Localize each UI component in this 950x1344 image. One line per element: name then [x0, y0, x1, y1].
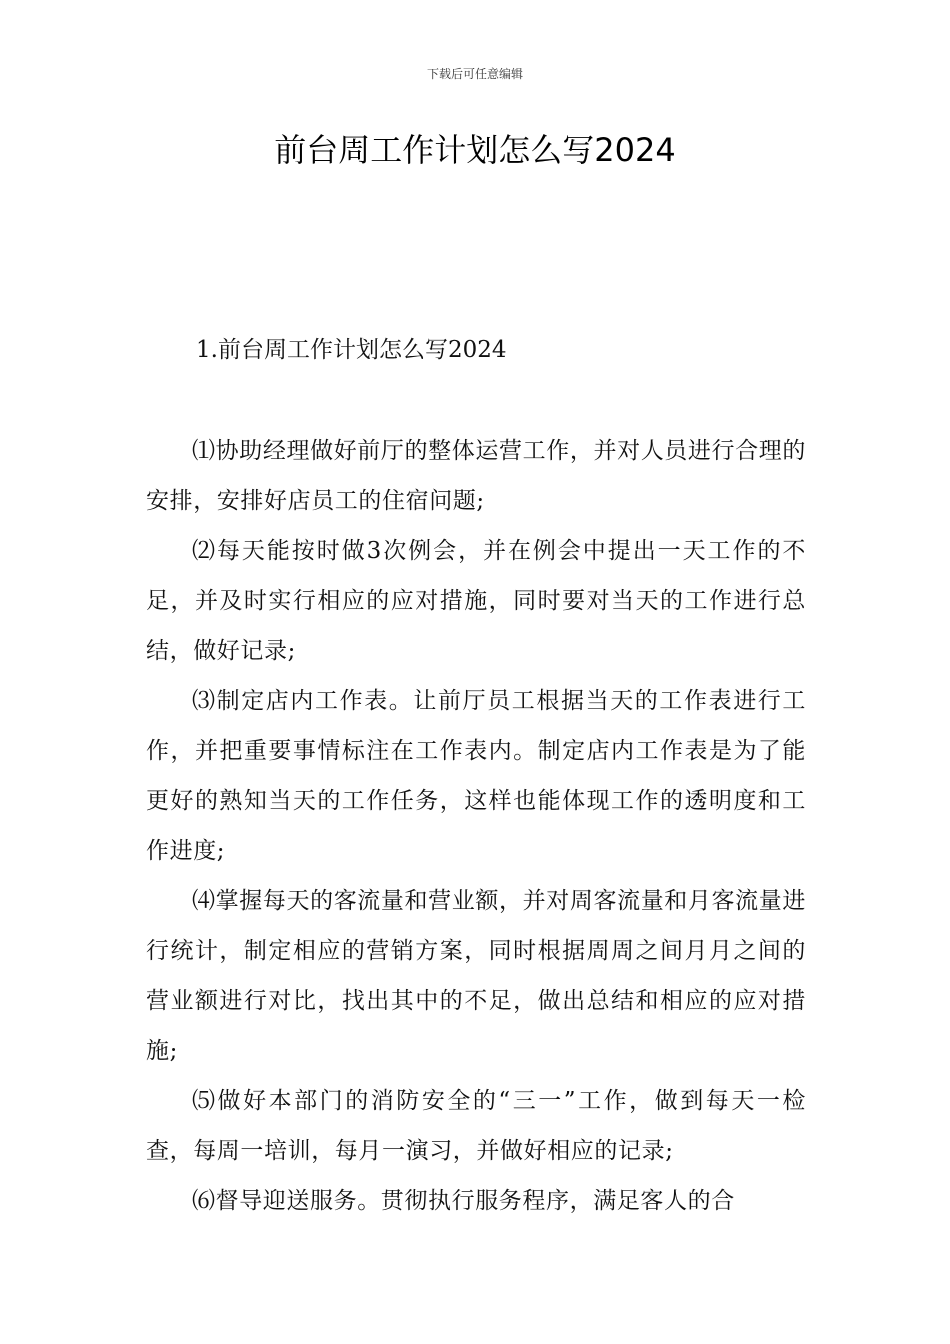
- paragraph-5: ⑸做好本部门的消防安全的“三一”工作，做到每天一检查，每周一培训，每月一演习，并做好相应的记录;: [146, 1088, 806, 1164]
- document-title: 前台周工作计划怎么写2024: [274, 131, 676, 169]
- section-heading: 1.前台周工作计划怎么写2024: [196, 337, 507, 363]
- paragraph-3: ⑶制定店内工作表。让前厅员工根据当天的工作表进行工作，并把重要事情标注在工作表内。制定店内工作表是为了能更好的熟知当天的工作任务，这样也能体现工作的透明度和工作进度;: [146, 688, 806, 864]
- paragraph-4: ⑷掌握每天的客流量和营业额，并对周客流量和月客流量进行统计，制定相应的营销方案，同时根据周周之间月月之间的营业额进行对比，找出其中的不足，做出总结和相应的应对措施;: [146, 888, 806, 1064]
- header-note: 下载后可任意编辑: [426, 67, 523, 81]
- body-text: [146, 426, 806, 1226]
- paragraph-1: ⑴协助经理做好前厅的整体运营工作，并对人员进行合理的安排，安排好店员工的住宿问题;: [146, 438, 806, 514]
- paragraph-2: ⑵每天能按时做3次例会，并在例会中提出一天工作的不足，并及时实行相应的应对措施，同时要对当天的工作进行总结，做好记录;: [146, 538, 806, 664]
- paragraph-6: ⑹督导迎送服务。贯彻执行服务程序，满足客人的合: [192, 1188, 735, 1214]
